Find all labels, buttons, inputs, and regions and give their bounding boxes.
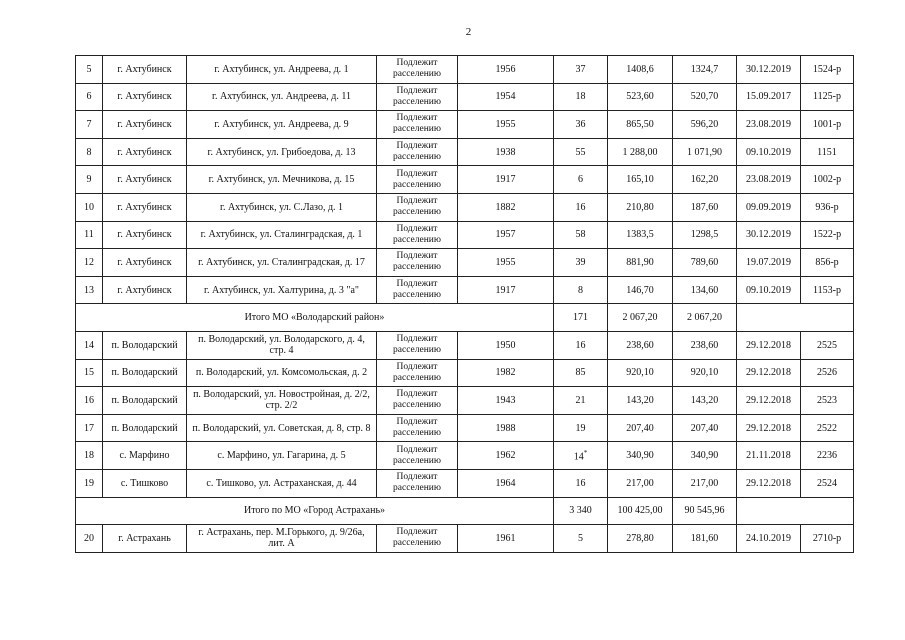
status-cell: Подлежит расселению	[377, 56, 458, 84]
table-row	[76, 249, 854, 277]
address-cell: с. Тишково, ул. Астраханская, д. 44	[187, 469, 377, 497]
total-area-cell: 207,40	[608, 414, 673, 442]
status-cell: Подлежит расселению	[377, 276, 458, 304]
row-number-cell: 5	[76, 56, 103, 84]
status-cell: Подлежит расселению	[377, 221, 458, 249]
settlement-cell: г. Ахтубинск	[103, 83, 187, 111]
year-built-cell: 1964	[458, 469, 554, 497]
status-cell: Подлежит расселению	[377, 414, 458, 442]
subtotal-empty-cell	[737, 497, 854, 525]
settlement-cell: г. Ахтубинск	[103, 138, 187, 166]
subtotal-residents: 171	[554, 304, 608, 332]
living-area-cell: 143,20	[673, 387, 737, 415]
table-row	[76, 442, 854, 470]
decision-number-cell: 1125-р	[801, 83, 854, 111]
total-area-cell: 881,90	[608, 249, 673, 277]
total-area-cell: 217,00	[608, 469, 673, 497]
row-number-cell: 9	[76, 166, 103, 194]
subtotal-row	[76, 304, 854, 332]
row-number-cell: 17	[76, 414, 103, 442]
living-area-cell: 134,60	[673, 276, 737, 304]
decision-number-cell: 2524	[801, 469, 854, 497]
residents-cell: 58	[554, 221, 608, 249]
row-number-cell: 18	[76, 442, 103, 470]
total-area-cell: 1383,5	[608, 221, 673, 249]
table-row	[76, 166, 854, 194]
year-built-cell: 1917	[458, 166, 554, 194]
total-area-cell: 920,10	[608, 359, 673, 387]
living-area-cell: 596,20	[673, 111, 737, 139]
settlement-cell: п. Володарский	[103, 359, 187, 387]
row-number-cell: 13	[76, 276, 103, 304]
subtotal-residents: 3 340	[554, 497, 608, 525]
settlement-cell: п. Володарский	[103, 387, 187, 415]
address-cell: п. Володарский, ул. Советская, д. 8, стр. 8	[187, 414, 377, 442]
address-cell: г. Ахтубинск, ул. Сталинградская, д. 17	[187, 249, 377, 277]
settlement-cell: с. Марфино	[103, 442, 187, 470]
row-number-cell: 6	[76, 83, 103, 111]
row-number-cell: 19	[76, 469, 103, 497]
row-number-cell: 11	[76, 221, 103, 249]
total-area-cell: 165,10	[608, 166, 673, 194]
row-number-cell: 10	[76, 193, 103, 221]
row-number-cell: 12	[76, 249, 103, 277]
page-number: 2	[465, 26, 472, 38]
subtotal-living-area: 90 545,96	[673, 497, 737, 525]
year-built-cell: 1988	[458, 414, 554, 442]
residents-cell: 8	[554, 276, 608, 304]
decision-date-cell: 29.12.2018	[737, 414, 801, 442]
residents-cell: 18	[554, 83, 608, 111]
row-number-cell: 16	[76, 387, 103, 415]
year-built-cell: 1938	[458, 138, 554, 166]
total-area-cell: 1 288,00	[608, 138, 673, 166]
address-cell: г. Ахтубинск, ул. С.Лазо, д. 1	[187, 193, 377, 221]
decision-date-cell: 15.09.2017	[737, 83, 801, 111]
year-built-cell: 1962	[458, 442, 554, 470]
residents-cell: 6	[554, 166, 608, 194]
year-built-cell: 1961	[458, 525, 554, 553]
status-cell: Подлежит расселению	[377, 525, 458, 553]
status-cell: Подлежит расселению	[377, 387, 458, 415]
settlement-cell: г. Ахтубинск	[103, 276, 187, 304]
status-cell: Подлежит расселению	[377, 442, 458, 470]
residents-cell: 5	[554, 525, 608, 553]
address-cell: г. Ахтубинск, ул. Андреева, д. 1	[187, 56, 377, 84]
residents-cell: 36	[554, 111, 608, 139]
living-area-cell: 181,60	[673, 525, 737, 553]
total-area-cell: 1408,6	[608, 56, 673, 84]
decision-number-cell: 2710-р	[801, 525, 854, 553]
address-cell: г. Ахтубинск, ул. Грибоедова, д. 13	[187, 138, 377, 166]
total-area-cell: 865,50	[608, 111, 673, 139]
subtotal-empty-cell	[737, 304, 854, 332]
residents-cell: 37	[554, 56, 608, 84]
decision-number-cell: 2236	[801, 442, 854, 470]
subtotal-label: Итого МО «Володарский район»	[76, 304, 554, 332]
row-number-cell: 8	[76, 138, 103, 166]
decision-date-cell: 29.12.2018	[737, 331, 801, 359]
address-cell: г. Ахтубинск, ул. Андреева, д. 11	[187, 83, 377, 111]
decision-date-cell: 29.12.2018	[737, 469, 801, 497]
table-row	[76, 193, 854, 221]
total-area-cell: 238,60	[608, 331, 673, 359]
decision-date-cell: 23.08.2019	[737, 166, 801, 194]
address-cell: п. Володарский, ул. Новостройная, д. 2/2, стр. 2/2	[187, 387, 377, 415]
residents-cell: 55	[554, 138, 608, 166]
total-area-cell: 340,90	[608, 442, 673, 470]
status-cell: Подлежит расселению	[377, 111, 458, 139]
decision-number-cell: 1001-р	[801, 111, 854, 139]
living-area-cell: 1 071,90	[673, 138, 737, 166]
table-row	[76, 83, 854, 111]
subtotal-living-area: 2 067,20	[673, 304, 737, 332]
decision-number-cell: 1002-р	[801, 166, 854, 194]
decision-date-cell: 29.12.2018	[737, 387, 801, 415]
decision-number-cell: 936-р	[801, 193, 854, 221]
row-number-cell: 7	[76, 111, 103, 139]
address-cell: г. Ахтубинск, ул. Сталинградская, д. 1	[187, 221, 377, 249]
year-built-cell: 1882	[458, 193, 554, 221]
year-built-cell: 1955	[458, 249, 554, 277]
decision-date-cell: 09.10.2019	[737, 138, 801, 166]
subtotal-label: Итого по МО «Город Астрахань»	[76, 497, 554, 525]
settlement-cell: с. Тишково	[103, 469, 187, 497]
decision-date-cell: 09.09.2019	[737, 193, 801, 221]
living-area-cell: 520,70	[673, 83, 737, 111]
year-built-cell: 1957	[458, 221, 554, 249]
year-built-cell: 1982	[458, 359, 554, 387]
residents-cell: 16	[554, 469, 608, 497]
status-cell: Подлежит расселению	[377, 193, 458, 221]
residents-cell: 19	[554, 414, 608, 442]
year-built-cell: 1956	[458, 56, 554, 84]
living-area-cell: 340,90	[673, 442, 737, 470]
table-row	[76, 469, 854, 497]
living-area-cell: 1324,7	[673, 56, 737, 84]
decision-date-cell: 29.12.2018	[737, 359, 801, 387]
status-cell: Подлежит расселению	[377, 331, 458, 359]
residents-cell: 16	[554, 193, 608, 221]
decision-date-cell: 30.12.2019	[737, 56, 801, 84]
residents-cell: 14*	[554, 442, 608, 470]
status-cell: Подлежит расселению	[377, 359, 458, 387]
address-cell: п. Володарский, ул. Комсомольская, д. 2	[187, 359, 377, 387]
address-cell: г. Ахтубинск, ул. Андреева, д. 9	[187, 111, 377, 139]
decision-date-cell: 24.10.2019	[737, 525, 801, 553]
living-area-cell: 789,60	[673, 249, 737, 277]
table-row	[76, 525, 854, 553]
settlement-cell: г. Ахтубинск	[103, 56, 187, 84]
table-row	[76, 221, 854, 249]
decision-number-cell: 2523	[801, 387, 854, 415]
table-row	[76, 56, 854, 84]
total-area-cell: 146,70	[608, 276, 673, 304]
total-area-cell: 278,80	[608, 525, 673, 553]
settlement-cell: п. Володарский	[103, 414, 187, 442]
total-area-cell: 523,60	[608, 83, 673, 111]
total-area-cell: 210,80	[608, 193, 673, 221]
row-number-cell: 14	[76, 331, 103, 359]
status-cell: Подлежит расселению	[377, 166, 458, 194]
living-area-cell: 162,20	[673, 166, 737, 194]
living-area-cell: 238,60	[673, 331, 737, 359]
address-cell: г. Ахтубинск, ул. Халтурина, д. 3 "а"	[187, 276, 377, 304]
settlement-cell: г. Ахтубинск	[103, 193, 187, 221]
residents-cell: 85	[554, 359, 608, 387]
settlement-cell: г. Астрахань	[103, 525, 187, 553]
row-number-cell: 20	[76, 525, 103, 553]
year-built-cell: 1955	[458, 111, 554, 139]
decision-date-cell: 19.07.2019	[737, 249, 801, 277]
table-row	[76, 414, 854, 442]
decision-date-cell: 30.12.2019	[737, 221, 801, 249]
table-row	[76, 276, 854, 304]
decision-number-cell: 2522	[801, 414, 854, 442]
settlement-cell: г. Ахтубинск	[103, 166, 187, 194]
subtotal-row	[76, 497, 854, 525]
decision-number-cell: 1151	[801, 138, 854, 166]
table-row	[76, 387, 854, 415]
residents-cell: 21	[554, 387, 608, 415]
year-built-cell: 1950	[458, 331, 554, 359]
decision-date-cell: 21.11.2018	[737, 442, 801, 470]
settlement-cell: г. Ахтубинск	[103, 221, 187, 249]
residents-cell: 39	[554, 249, 608, 277]
housing-registry-table	[75, 55, 854, 553]
address-cell: с. Марфино, ул. Гагарина, д. 5	[187, 442, 377, 470]
living-area-cell: 920,10	[673, 359, 737, 387]
living-area-cell: 207,40	[673, 414, 737, 442]
decision-number-cell: 2526	[801, 359, 854, 387]
settlement-cell: п. Володарский	[103, 331, 187, 359]
decision-number-cell: 1522-р	[801, 221, 854, 249]
row-number-cell: 15	[76, 359, 103, 387]
settlement-cell: г. Ахтубинск	[103, 111, 187, 139]
decision-date-cell: 23.08.2019	[737, 111, 801, 139]
table-row	[76, 138, 854, 166]
decision-number-cell: 1524-р	[801, 56, 854, 84]
status-cell: Подлежит расселению	[377, 249, 458, 277]
year-built-cell: 1954	[458, 83, 554, 111]
year-built-cell: 1917	[458, 276, 554, 304]
living-area-cell: 187,60	[673, 193, 737, 221]
living-area-cell: 217,00	[673, 469, 737, 497]
subtotal-total-area: 2 067,20	[608, 304, 673, 332]
registry-body	[76, 56, 854, 553]
residents-cell: 16	[554, 331, 608, 359]
decision-number-cell: 2525	[801, 331, 854, 359]
living-area-cell: 1298,5	[673, 221, 737, 249]
table-row	[76, 111, 854, 139]
table-row	[76, 331, 854, 359]
settlement-cell: г. Ахтубинск	[103, 249, 187, 277]
decision-number-cell: 1153-р	[801, 276, 854, 304]
table-row	[76, 359, 854, 387]
address-cell: г. Астрахань, пер. М.Горького, д. 9/26а, лит. А	[187, 525, 377, 553]
address-cell: г. Ахтубинск, ул. Мечникова, д. 15	[187, 166, 377, 194]
footnote-mark: *	[583, 449, 588, 458]
decision-date-cell: 09.10.2019	[737, 276, 801, 304]
subtotal-total-area: 100 425,00	[608, 497, 673, 525]
status-cell: Подлежит расселению	[377, 469, 458, 497]
year-built-cell: 1943	[458, 387, 554, 415]
status-cell: Подлежит расселению	[377, 138, 458, 166]
address-cell: п. Володарский, ул. Володарского, д. 4, стр. 4	[187, 331, 377, 359]
status-cell: Подлежит расселению	[377, 83, 458, 111]
total-area-cell: 143,20	[608, 387, 673, 415]
decision-number-cell: 856-р	[801, 249, 854, 277]
